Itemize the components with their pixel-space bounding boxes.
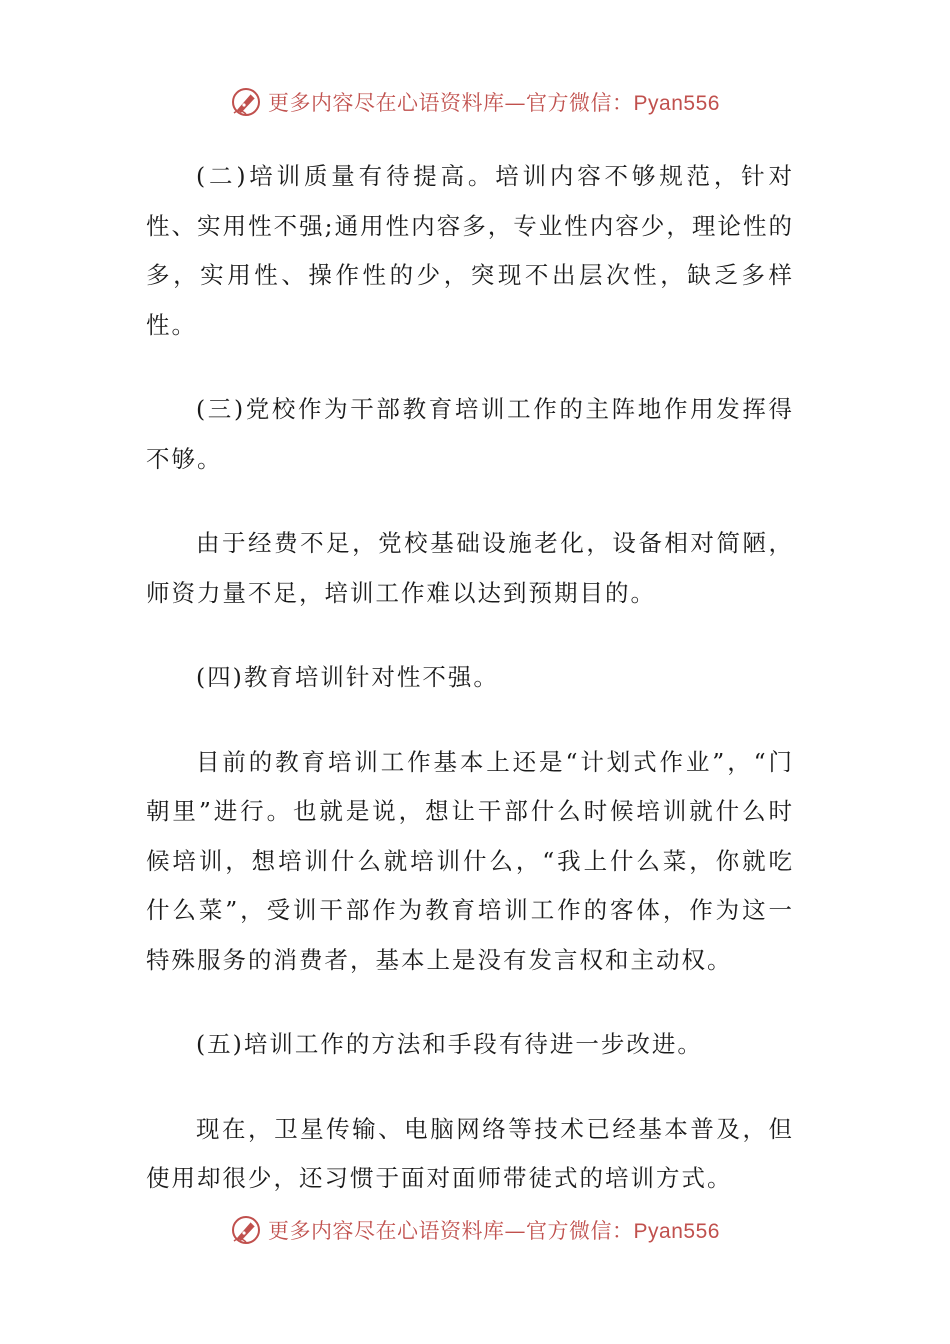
banner-wechat-id: Pyan556	[633, 92, 720, 115]
banner-promo-text: 更多内容尽在心语资料库—官方微信：	[268, 1219, 634, 1243]
footer-banner-text	[268, 1215, 720, 1245]
pen-nib-logo-icon	[230, 86, 262, 118]
banner-wechat-id: Pyan556	[633, 1220, 720, 1243]
banner-promo-text: 更多内容尽在心语资料库—官方微信：	[268, 91, 634, 115]
paragraph-3: 由于经费不足，党校基础设施老化，设备相对简陋，师资力量不足，培训工作难以达到预期目的。	[146, 529, 794, 607]
footer-banner	[0, 1210, 950, 1250]
paragraph-5: 目前的教育培训工作基本上还是“计划式作业”，“门朝里”进行。也就是说，想让干部什么时候培训就什么时候培训，想培训什么就培训什么，“我上什么菜，你就吃什么菜”，受训干部作为教育培训工作的客体，作为这一特殊服务的消费者，基本上是没有发言权和主动权。	[146, 747, 794, 974]
paragraph-4: (四)教育培训针对性不强。	[196, 663, 499, 691]
footer-banner-content	[230, 1214, 720, 1246]
paragraph-6: (五)培训工作的方法和手段有待进一步改进。	[196, 1030, 703, 1058]
paragraph-2: (三)党校作为干部教育培训工作的主阵地作用发挥得不够。	[146, 395, 794, 473]
paragraph-7: 现在，卫星传输、电脑网络等技术已经基本普及，但使用却很少，还习惯于面对面师带徒式的培训方式。	[146, 1114, 794, 1192]
document-body	[146, 152, 794, 1239]
pen-nib-logo-icon	[230, 1214, 262, 1246]
header-banner-content	[230, 86, 720, 118]
header-banner-text	[268, 87, 720, 117]
paragraph-1: (二)培训质量有待提高。培训内容不够规范，针对性、实用性不强;通用性内容多，专业性内容少，理论性的多，实用性、操作性的少，突现不出层次性，缺乏多样性。	[146, 162, 794, 339]
header-banner	[0, 82, 950, 122]
